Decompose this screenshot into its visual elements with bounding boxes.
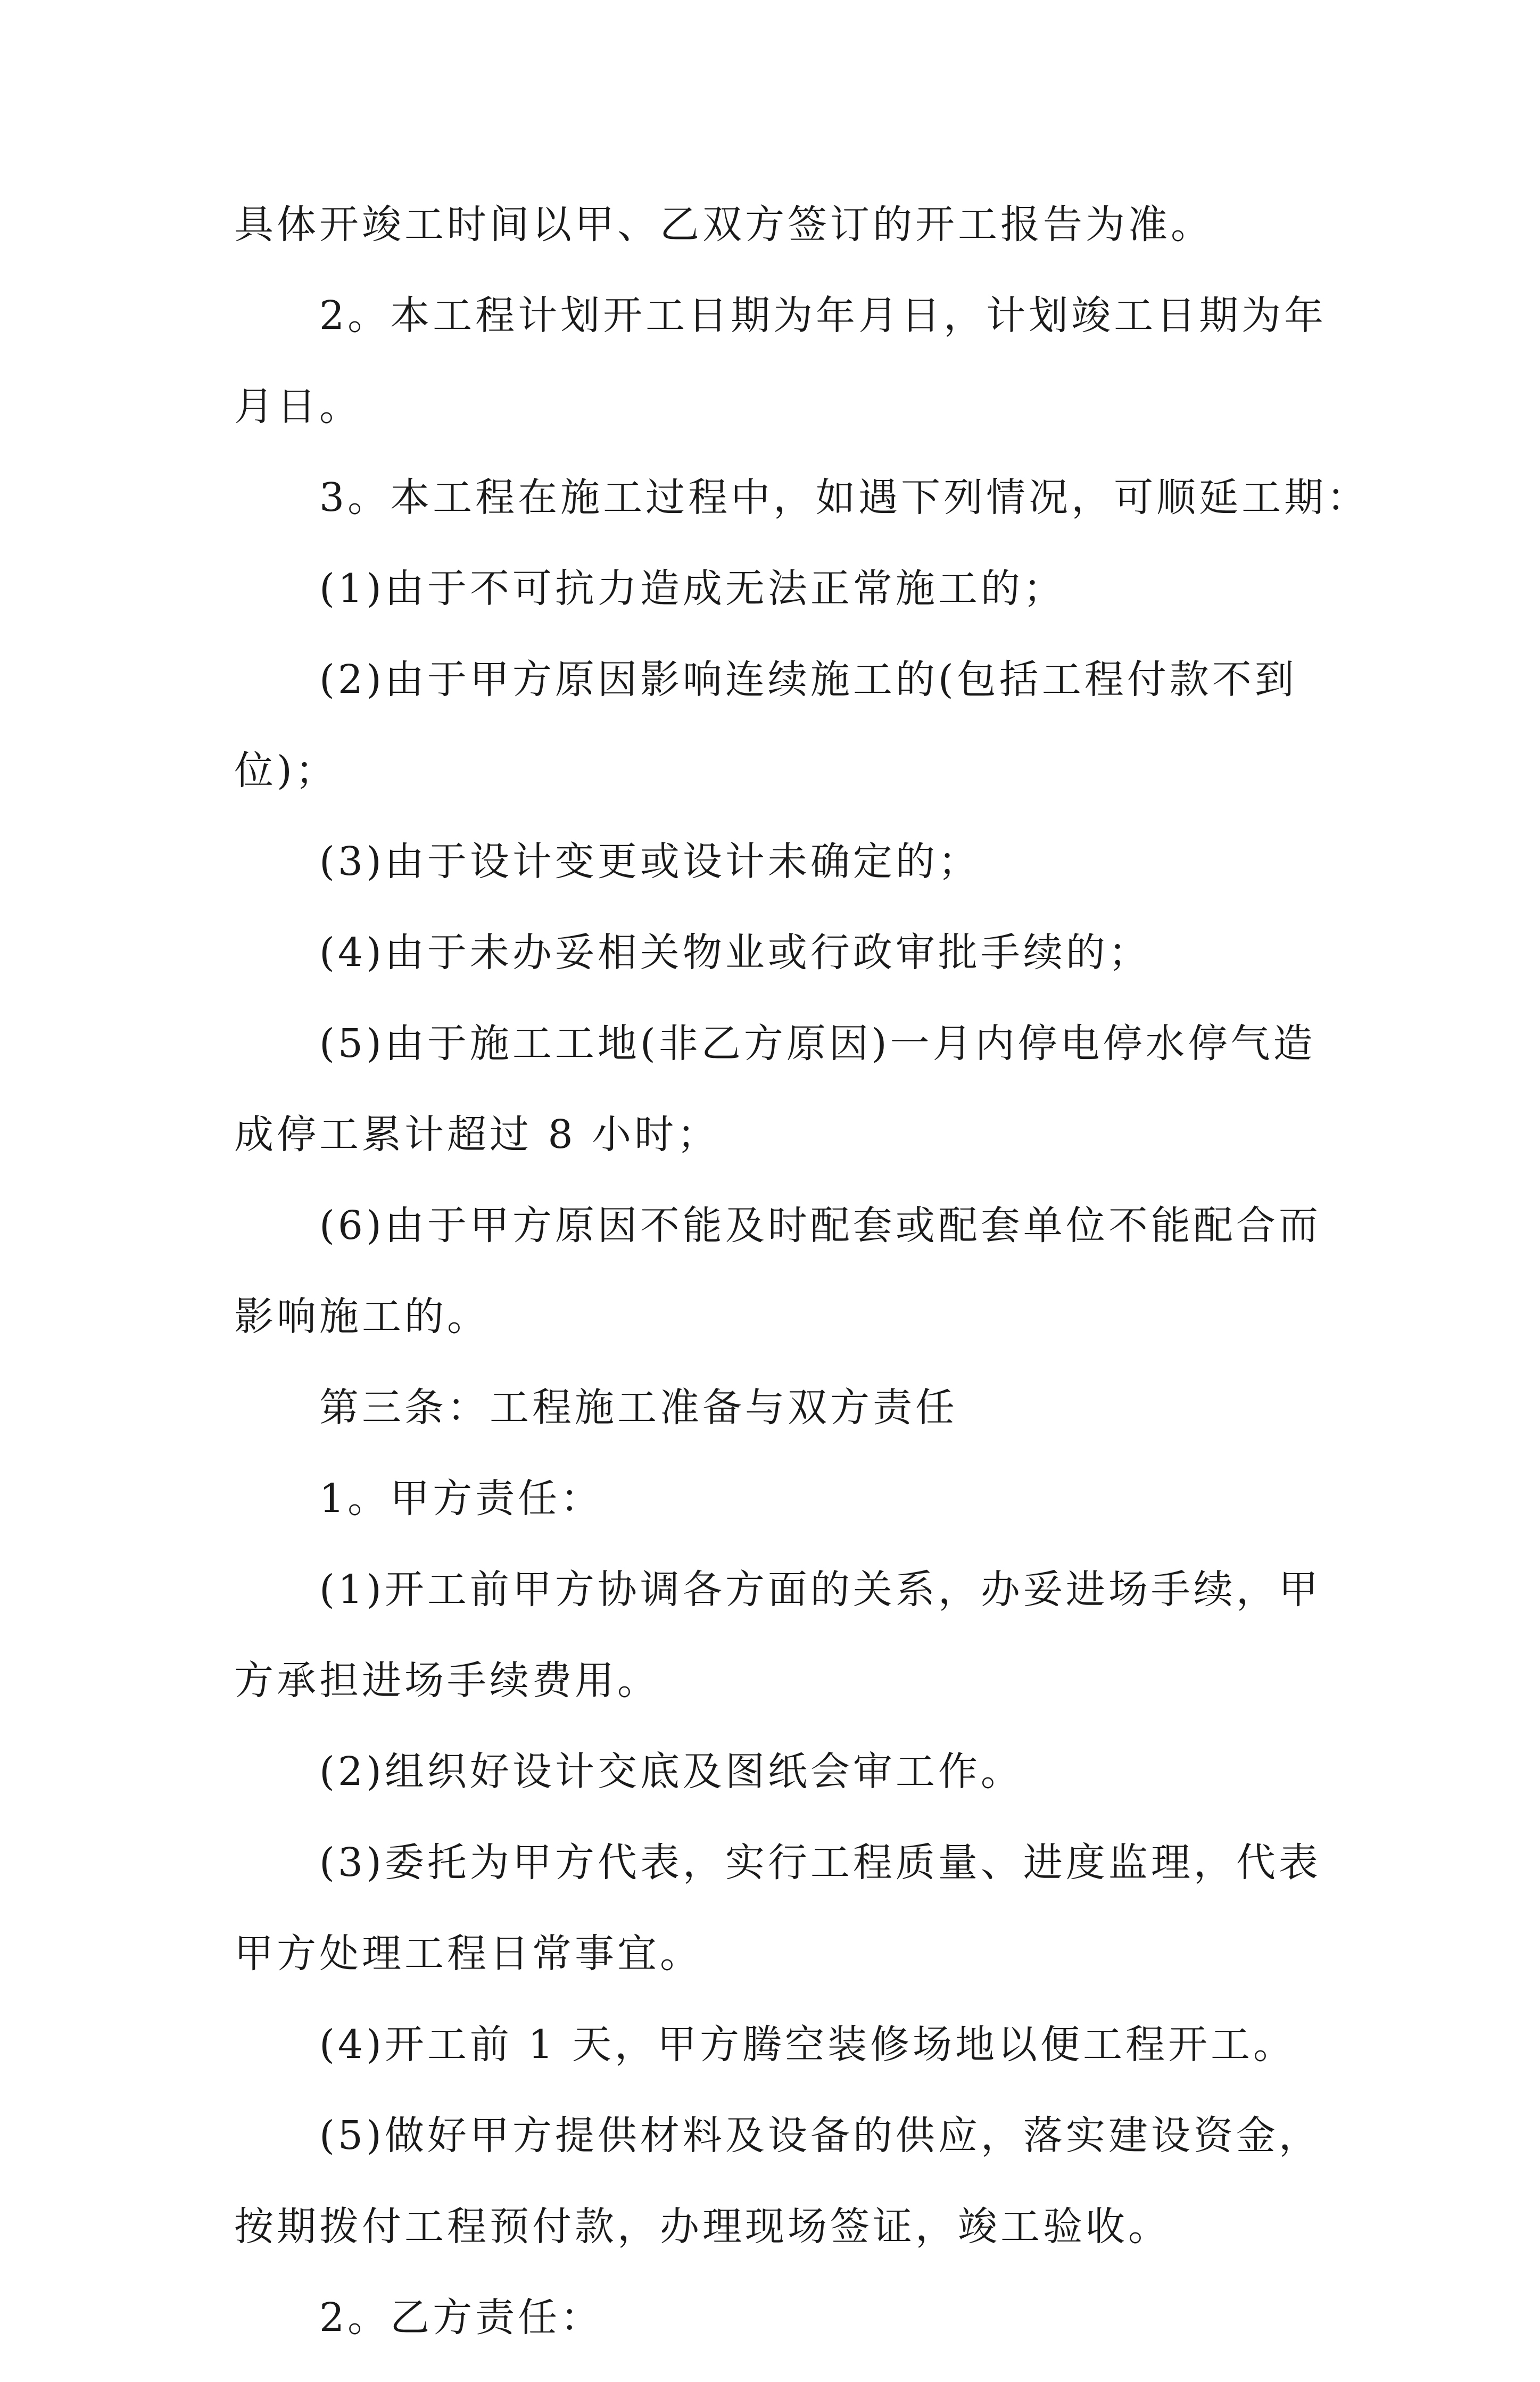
text-line: (1)开工前甲方协调各方面的关系，办妥进场手续，甲: [319, 1567, 1321, 1612]
text-line: (5)做好甲方提供材料及设备的供应，落实建设资金，: [319, 2113, 1321, 2158]
subsection-heading: 2。乙方责任：: [319, 2295, 603, 2340]
text-line: 方承担进场手续费用。: [234, 1658, 660, 1703]
text-line: 2。本工程计划开工日期为年月日，计划竣工日期为年: [319, 293, 1327, 338]
text-line: (5)由于施工工地(非乙方原因)一月内停电停水停气造: [319, 1021, 1316, 1066]
text-line: 甲方处理工程日常事宜。: [234, 1931, 702, 1976]
text-line: 按期拨付工程预付款，办理现场签证，竣工验收。: [234, 2204, 1171, 2249]
text-line: (2)组织好设计交底及图纸会审工作。: [319, 1749, 1023, 1794]
text-line: 位)；: [234, 748, 338, 793]
text-line: (4)开工前 1 天，甲方腾空装修场地以便工程开工。: [319, 2022, 1296, 2067]
text-line: 具体开竣工时间以甲、乙双方签订的开工报告为准。: [234, 202, 1213, 247]
text-line: 影响施工的。: [234, 1294, 490, 1339]
text-line: 3。本工程在施工过程中，如遇下列情况，可顺延工期：: [319, 475, 1370, 520]
subsection-heading: 1。甲方责任：: [319, 1476, 603, 1521]
text-line: 月日。: [234, 384, 362, 429]
text-line: (1)由于不可抗力造成无法正常施工的；: [319, 566, 1066, 611]
text-line: 成停工累计超过 8 小时；: [234, 1112, 720, 1157]
text-line: (2)由于甲方原因影响连续施工的(包括工程付款不到: [319, 657, 1297, 702]
text-line: (6)由于甲方原因不能及时配套或配套单位不能配合而: [319, 1203, 1321, 1248]
text-line: (3)委托为甲方代表，实行工程质量、进度监理，代表: [319, 1840, 1321, 1885]
document-body: [234, 198, 1370, 2382]
text-line: (4)由于未办妥相关物业或行政审批手续的；: [319, 930, 1151, 975]
section-heading: 第三条：工程施工准备与双方责任: [319, 1385, 958, 1430]
text-line: (3)由于设计变更或设计未确定的；: [319, 839, 981, 884]
